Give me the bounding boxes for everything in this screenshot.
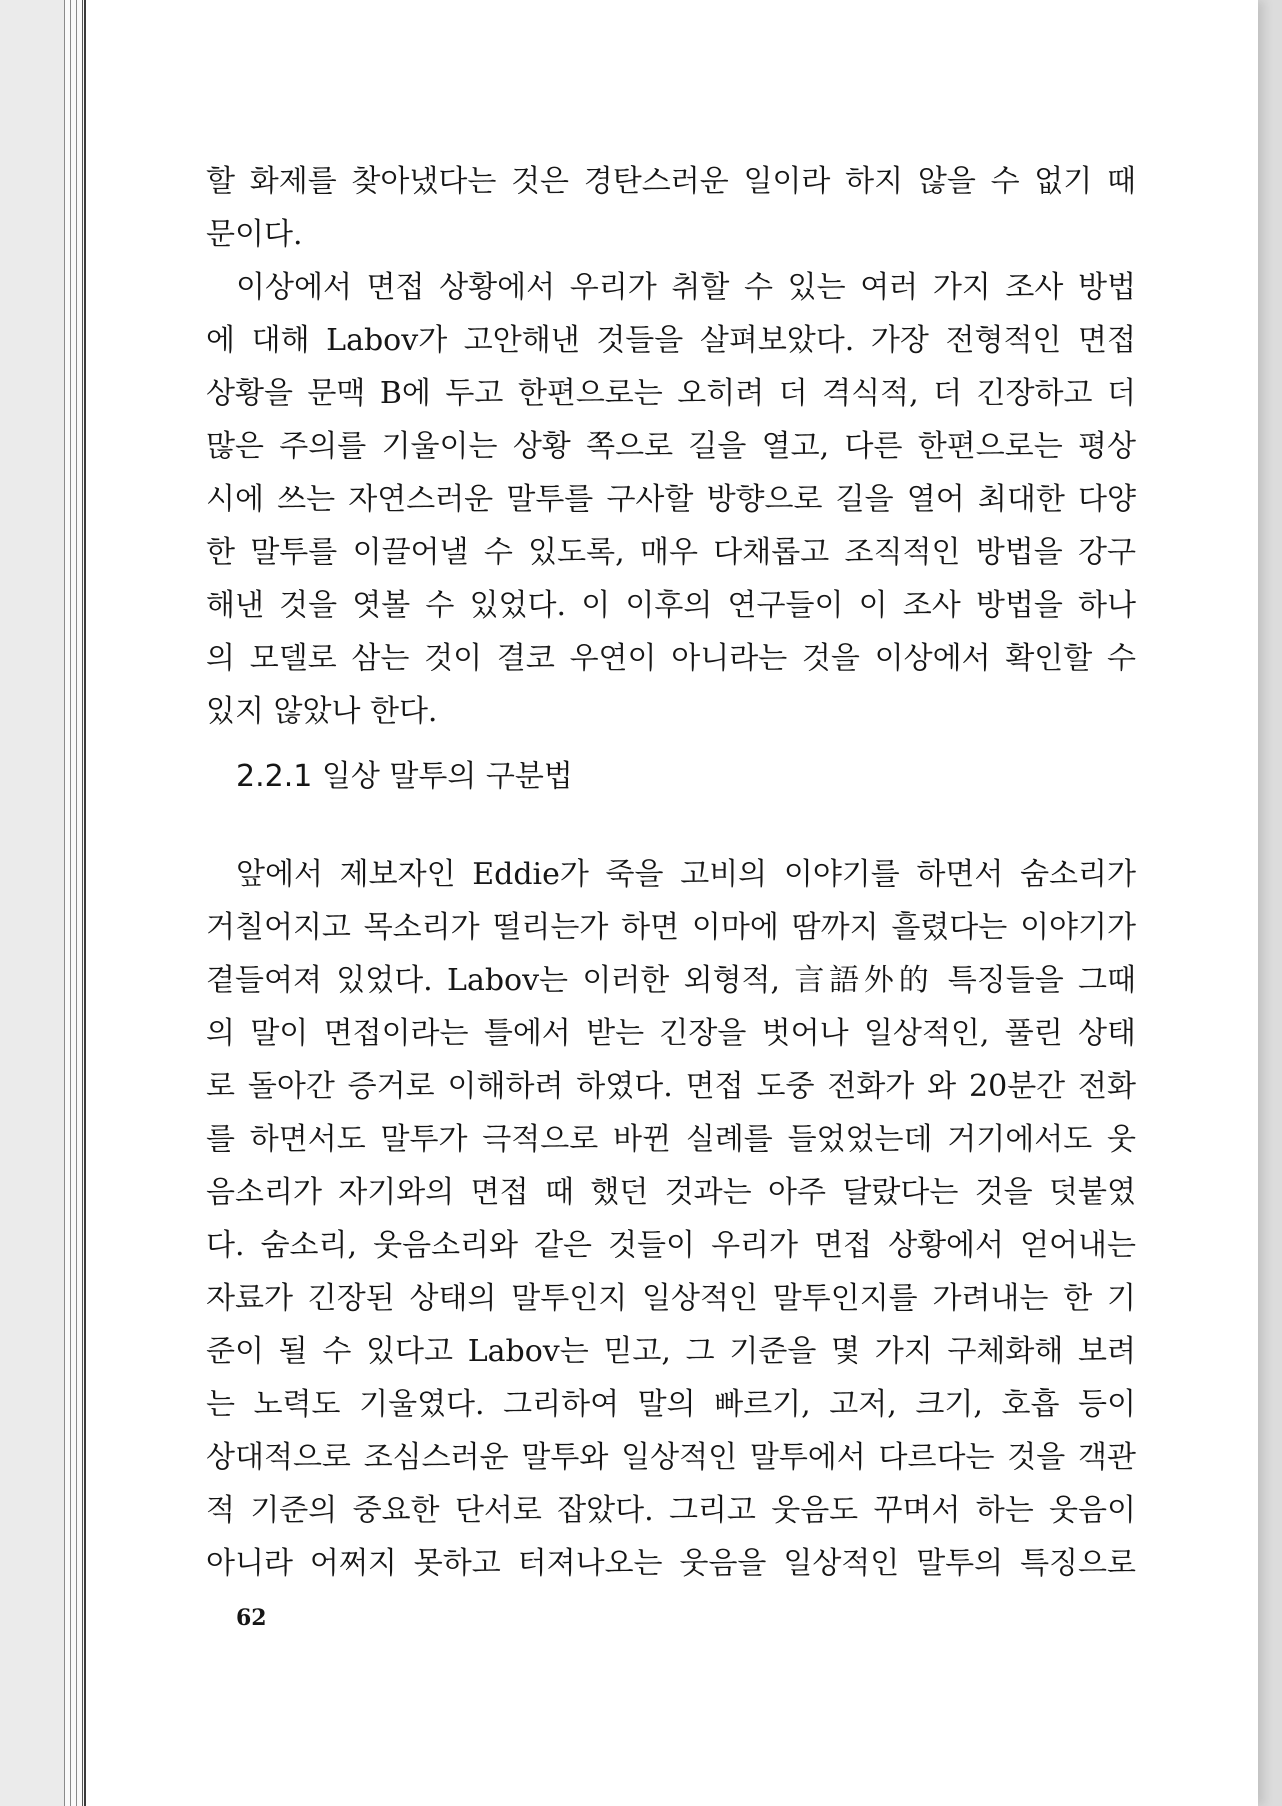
text-line: 문이다. bbox=[206, 217, 303, 252]
paragraph-section-body bbox=[206, 848, 1136, 1590]
text-line: 다. 숨소리, 웃음소리와 같은 것들이 우리가 면접 상황에서 얻어내는 bbox=[206, 1228, 1136, 1263]
page-number: 62 bbox=[236, 1605, 267, 1631]
text-line: 준이 될 수 있다고 Labov는 믿고, 그 기준을 몇 가지 구체화해 보려 bbox=[206, 1334, 1136, 1369]
text-line: 한 말투를 이끌어낼 수 있도록, 매우 다채롭고 조직적인 방법을 강구 bbox=[206, 535, 1136, 570]
text-line: 적 기준의 중요한 단서로 잡았다. 그리고 웃음도 꾸며서 하는 웃음이 bbox=[206, 1493, 1136, 1528]
scan-background-strip bbox=[1256, 0, 1282, 1806]
text-line: 상대적으로 조심스러운 말투와 일상적인 말투에서 다르다는 것을 객관 bbox=[206, 1440, 1136, 1475]
text-line: 할 화제를 찾아냈다는 것은 경탄스러운 일이라 하지 않을 수 없기 때 bbox=[206, 164, 1136, 199]
text-line: 아니라 어쩌지 못하고 터져나오는 웃음을 일상적인 말투의 특징으로 bbox=[206, 1546, 1136, 1581]
text-line: 로 돌아간 증거로 이해하려 하였다. 면접 도중 전화가 와 20분간 전화 bbox=[206, 1069, 1136, 1104]
text-line: 많은 주의를 기울이는 상황 쪽으로 길을 열고, 다른 한편으로는 평상 bbox=[206, 429, 1136, 464]
text-line: 에 대해 Labov가 고안해낸 것들을 살펴보았다. 가장 전형적인 면접 bbox=[206, 323, 1136, 358]
text-line: 이상에서 면접 상황에서 우리가 취할 수 있는 여러 가지 조사 방법 bbox=[236, 270, 1136, 305]
text-line: 거칠어지고 목소리가 떨리는가 하면 이마에 땀까지 흘렸다는 이야기가 bbox=[206, 910, 1136, 945]
text-line: 시에 쓰는 자연스러운 말투를 구사할 방향으로 길을 열어 최대한 다양 bbox=[206, 482, 1136, 517]
text-line: 해낸 것을 엿볼 수 있었다. 이 이후의 연구들이 이 조사 방법을 하나 bbox=[206, 588, 1136, 623]
text-line: 자료가 긴장된 상태의 말투인지 일상적인 말투인지를 가려내는 한 기 bbox=[206, 1281, 1136, 1316]
text-line: 있지 않았나 한다. bbox=[206, 694, 438, 729]
text-line: 는 노력도 기울였다. 그리하여 말의 빠르기, 고저, 크기, 호흡 등이 bbox=[206, 1387, 1136, 1422]
paragraph-continuation bbox=[206, 155, 1136, 261]
text-line: 음소리가 자기와의 면접 때 했던 것과는 아주 달랐다는 것을 덧붙였 bbox=[206, 1175, 1136, 1210]
text-line: 앞에서 제보자인 Eddie가 죽을 고비의 이야기를 하면서 숨소리가 bbox=[236, 857, 1136, 892]
text-line: 상황을 문맥 B에 두고 한편으로는 오히려 더 격식적, 더 긴장하고 더 bbox=[206, 376, 1136, 411]
section-heading: 2.2.1 일상 말투의 구분법 bbox=[236, 759, 573, 794]
book-page bbox=[84, 0, 1258, 1806]
text-line: 의 말이 면접이라는 틀에서 받는 긴장을 벗어나 일상적인, 풀린 상태 bbox=[206, 1016, 1136, 1051]
text-line: 를 하면서도 말투가 극적으로 바뀐 실례를 들었었는데 거기에서도 웃 bbox=[206, 1122, 1136, 1157]
paragraph-summary bbox=[206, 261, 1136, 738]
text-line: 의 모델로 삼는 것이 결코 우연이 아니라는 것을 이상에서 확인할 수 bbox=[206, 641, 1136, 676]
text-line: 곁들여져 있었다. Labov는 이러한 외형적, 言語外的 특징들을 그때 bbox=[206, 963, 1136, 998]
